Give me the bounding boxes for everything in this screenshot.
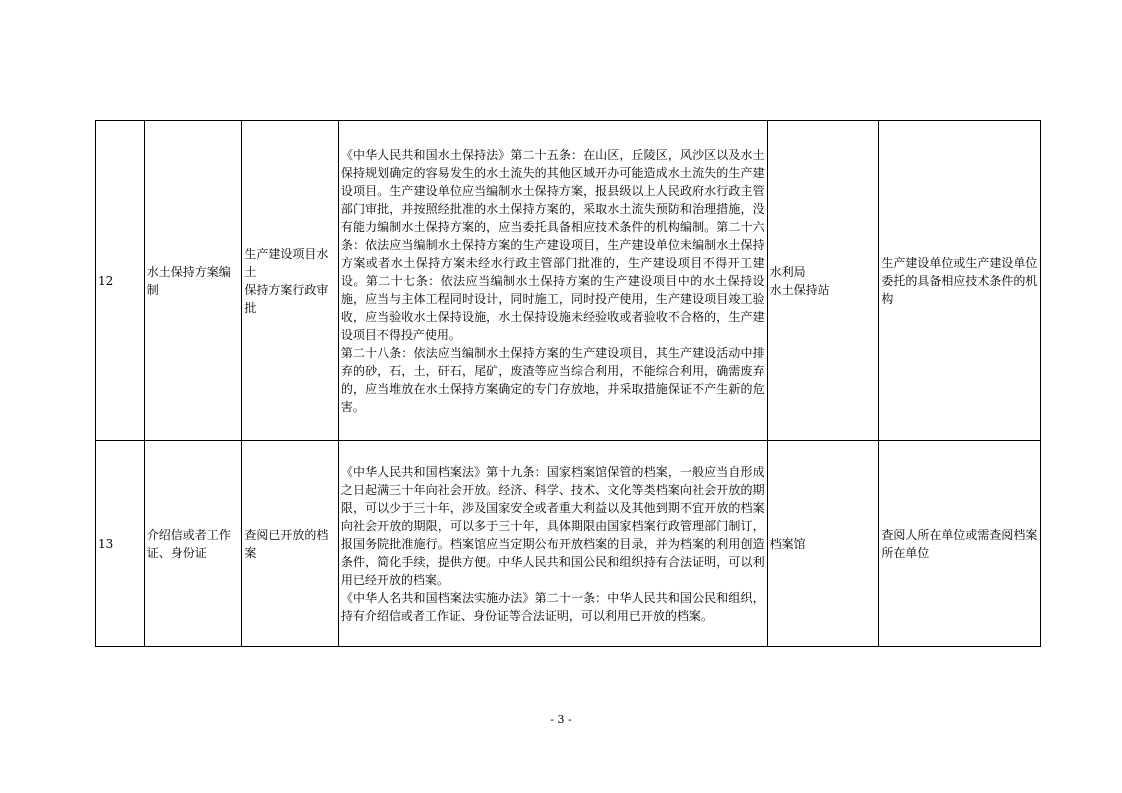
table-row	[96, 441, 1041, 647]
legal-basis-paragraph: 《中华人名共和国档案法实施办法》第二十一条：中华人民共和国公民和组织，持有介绍信或者工作证、身份证等合法证明，可以利用已开放的档案。	[340, 590, 765, 623]
condition-cell	[879, 441, 1041, 647]
table-row	[96, 121, 1041, 441]
item-cell: 水土保持方案编制	[144, 121, 242, 441]
condition-line: 所在单位	[881, 545, 930, 560]
approval-name-line: 生产建设项目水土	[244, 246, 329, 279]
item-cell	[144, 441, 242, 647]
page-number: - 3 -	[550, 713, 572, 726]
approval-name-cell: 查阅已开放的档案	[242, 441, 339, 647]
legal-basis-cell	[338, 441, 767, 647]
approval-name-cell	[242, 121, 339, 441]
department-line: 水利局	[769, 264, 806, 279]
approval-name-line: 保持方案行政审批	[244, 282, 329, 315]
condition-cell: 生产建设单位或生产建设单位委托的具备相应技术条件的机构	[879, 121, 1041, 441]
row-number: 13	[96, 441, 145, 647]
legal-basis-paragraph: 《中华人民共和国水土保持法》第二十五条：在山区，丘陵区，风沙区以及水土保持规划确定的容易发生的水土流失的其他区域开办可能造成水土流失的生产建设项目。生产建设单位应当编制水土保持方案，报县级以上人民政府水行政主管部门审批，并按照经批准的水土保持方案的，采取水土流失预防和治理措施，没有能力编制水土保持方案的，应当委托具备相应技术条件的机构编制。第二十六条：依法应当编制水土保持方案的生产建设项目，生产建设单位未编制水土保持方案或者水土保持方案未经水行政主管部门批准的，生产建设项目不得开工建设。第二十七条：依法应当编制水土保持方案的生产建设项目中的水土保持设施，应当与主体工程同时设计，同时施工，同时投产使用，生产建设项目竣工验收，应当验收水土保持设施，水土保持设施未经验收或者验收不合格的，生产建设项目不得投产使用。	[340, 147, 765, 342]
legal-basis-cell	[338, 121, 767, 441]
items-table	[95, 120, 1041, 647]
department-line: 水土保持站	[769, 282, 830, 297]
condition-line: 查阅人所在单位或需查阅档案	[881, 527, 1038, 542]
department-cell	[767, 121, 879, 441]
item-line: 证、身份证	[146, 545, 207, 560]
legal-basis-paragraph: 《中华人民共和国档案法》第十九条：国家档案馆保管的档案，一般应当自形成之日起满三十年向社会开放。经济、科学、技术、文化等类档案向社会开放的期限，可以少于三十年，涉及国家安全或者重大利益以及其他到期不宜开放的档案向社会开放的期限，可以多于三十年，具体期限由国家档案行政管理部门制订，报国务院批准施行。档案馆应当定期公布开放档案的目录，并为档案的利用创造条件，简化手续，提供方便。中华人民共和国公民和组织持有合法证明，可以利用已经开放的档案。	[340, 464, 765, 587]
row-number: 12	[96, 121, 145, 441]
item-line: 介绍信或者工作	[146, 527, 231, 542]
legal-basis-paragraph: 第二十八条：依法应当编制水土保持方案的生产建设项目，其生产建设活动中排弃的砂，石，土，矸石，尾矿，废渣等应当综合利用，不能综合利用，确需废弃的，应当堆放在水土保持方案确定的专门存放地，并采取措施保证不产生新的危害。	[340, 345, 765, 414]
department-cell: 档案馆	[767, 441, 879, 647]
